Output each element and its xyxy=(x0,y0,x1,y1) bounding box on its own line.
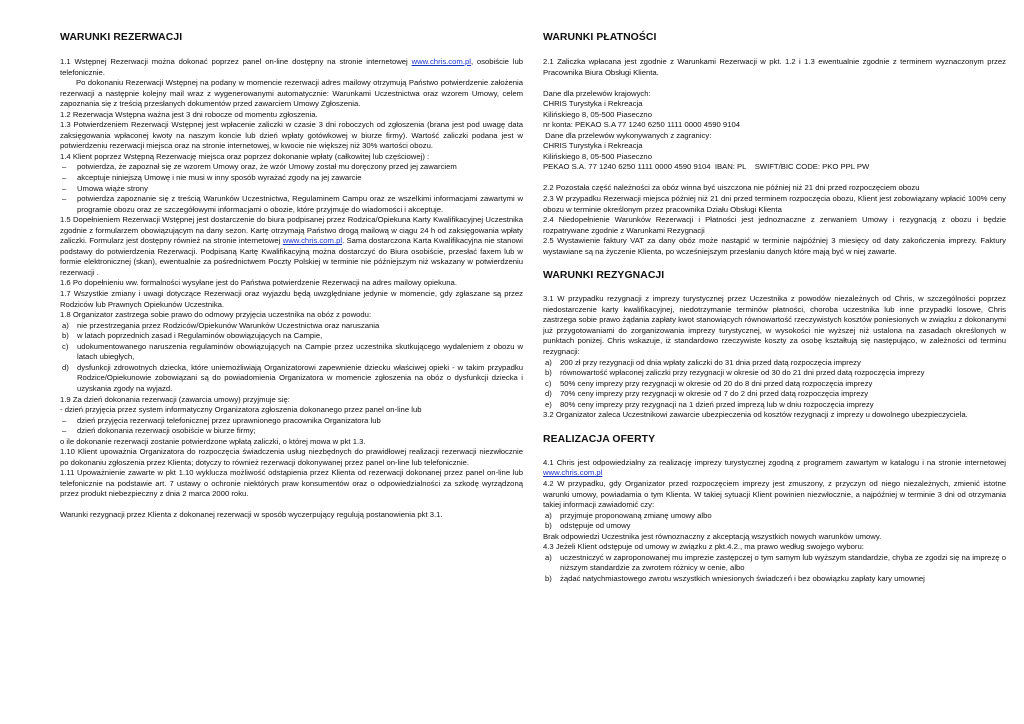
list-item: – dzień przyjęcia rezerwacji telefonicznej przez uprawnionego pracownika Organizatora lub xyxy=(62,415,381,425)
heading-resignation: WARUNKI REZYGNACJI xyxy=(543,270,665,282)
list-item: a) przyjmuje proponowaną zmianę umowy albo xyxy=(545,510,712,520)
para-1-3: 1.3 Potwierdzeniem Rezerwacji Wstępnej jest wpłacenie zaliczki w czasie 3 dni roboczych od zgłoszenia (brana jest pod uwagę data zaksięgowania wpłaconej kwoty na naszym koncie lub dzień wpłaty gotówkowej w biurze firmy). Wartość zaliczki podana jest w potwierdzeniu rezerwacji miejsca oraz na stronie internetowej, w kwocie nie większej niż 30% wartości obozu. xyxy=(60,120,523,151)
list-item: a) uczestniczyć w zaproponowanej mu imprezie zastępczej o tym samym lub wyższym standardzie, chyba ze zgodzi się na imprezę o niższym standardzie za zwrotem różnicy w cenie, albo xyxy=(545,552,1006,573)
para-1-5: 1.5 Dopełnieniem Rezerwacji Wstępnej jest dostarczenie do biura podpisanej przez Rodzica/Opiekuna Karty Kwalifikacyjnej Uczestnika zgodnie z formularzem obowiązującym na dany sezon. Kartę otrzymają Państwo drogą mailową w ciągu 24 h od zaksięgowania wpłaty zaliczki. Formularz jest dostępny również na stronie internetowej www.chris.com.pl. Sama dostarczona Karta Kwalifikacyjna nie stanowi podstawy do potwierdzenia Rezerwacji. Podpisaną Kartę Kwalifikacyjną można dostarczyć do Biura osobiście, przesłać faxem lub w formie elektronicznej (skan), ewentualnie za pośrednictwem Poczty Polskiej w terminie nie późniejszym niż wskazany w potwierdzeniu rezerwacji . xyxy=(60,215,523,277)
list-1-4 xyxy=(61,162,523,215)
list-item: – Umowa wiąże strony xyxy=(62,183,148,193)
list-item: e) 80% ceny imprezy przy rezygnacji na 1 dzień przed imprezą lub w dniu rozpoczęcia imprezy xyxy=(545,399,874,409)
para-1-6: 1.6 Po dopełnieniu ww. formalności wysyłane jest do Państwa potwierdzenie Rezerwacji na adres mailowy opiekuna. xyxy=(60,278,457,288)
right-column xyxy=(543,32,1006,584)
list-3-1 xyxy=(544,358,1006,411)
list-item: a) 200 zł przy rezygnacji od dnia wpłaty zaliczki do 31 dnia przed datą rozpoczęcia imprezy xyxy=(545,357,861,367)
para-2-1: 2.1 Zaliczka wpłacana jest zgodnie z Warunkami Rezerwacji w pkt. 1.2 i 1.3 ewentualnie zgodnie z terminem wyznaczonym przez Pracownika Biura Obsługi Klienta. xyxy=(543,57,1006,77)
para-1-8: 1.8 Organizator zastrzega sobie prawo do odmowy przyjęcia uczestnika na obóz z powodu: xyxy=(60,310,372,320)
list-item: b) odstępuje od umowy xyxy=(545,521,631,531)
para-2-2: 2.2 Pozostała część należności za obóz winna być uiszczona nie później niż 21 dni przed rozpoczęciem obozu xyxy=(543,183,920,193)
para-2-4: 2.4 Niedopełnienie Warunków Rezerwacji i Płatności jest jednoznaczne z zerwaniem Umowy i rezygnacją z obozu i będzie rozpatrywane zgodnie z Warunkami Rezygnacji xyxy=(543,215,1006,235)
para-1-7: 1.7 Wszystkie zmiany i uwagi dotyczące Rezerwacji oraz wyjazdu będą uwzględniane jedynie w momencie, gdy zgłaszane są przez Rodziców lub Prawnych Opiekunów Uczestnika. xyxy=(60,289,523,309)
bank-line: CHRIS Turystyka i Rekreacja xyxy=(543,141,643,151)
para-4-3: 4.3 Jeżeli Klient odstępuje od umowy w związku z pkt.4.2., ma prawo według swojego wyboru: xyxy=(543,542,864,552)
para-2-5: 2.5 Wystawienie faktury VAT za dany obóz może nastąpić w terminie najpóźniej 3 miesięcy od daty zakończenia imprezy. Faktury wystawiane są na życzenie Klienta, po wcześniejszym przesłaniu danych które mają być w niej zawarte. xyxy=(543,236,1006,256)
list-4-3 xyxy=(544,553,1006,585)
heading-reservation: WARUNKI REZERWACJI xyxy=(60,32,183,43)
bank-line: Dane dla przelewów krajowych: xyxy=(543,88,651,98)
para-1-9-online: - dzień przyjęcia przez system informatyczny Organizatora zgłoszenia dokonanego przez panel on-line lub xyxy=(60,405,422,415)
list-item: c) 50% ceny imprezy przy rezygnacji w okresie od 20 do 8 dni przed datą rozpoczęcia imprezy xyxy=(545,378,873,388)
website-link-2[interactable]: www.chris.com.pl xyxy=(282,236,343,246)
bank-line: Kilińskiego 8, 05-500 Piaseczno xyxy=(543,151,652,161)
para-3-2: 3.2 Organizator zaleca Uczestnikowi zawarcie ubezpieczenia od kosztów rezygnacji z imprezy u dowolnego ubezpieczyciela. xyxy=(543,410,968,420)
para-1-2: 1.2 Rezerwacja Wstępna ważna jest 3 dni robocze od momentu zgłoszenia. xyxy=(60,109,318,119)
list-item: – potwierdza zapoznanie się z treścią Warunków Uczestnictwa, Regulaminem Campu oraz ze wszelkimi informacjami zawartymi w programie obozu oraz ze szczegółowymi informacjami o obozie, które przyjmuje do wiadomości i akceptuje. xyxy=(62,194,523,214)
para-3-1: 3.1 W przypadku rezygnacji z imprezy turystycznej przez Uczestnika z powodów niezależnych od Chris, w szczególności poprzez niedostarczenie karty kwalifikacyjnej, niedotrzymanie terminów płatności, choroba uczestnika lub inne przypadki losowe, Chris zastrzega sobie prawo żądania zapłaty kwot stanowiących równowartość rzeczywistych kosztów poniesionych w związku z dokonanymi już przygotowaniami do zorganizowania imprezy turystycznej, w wysokości nie wyższej niż ustalona na zasadach określonych w punktach poniżej. Chris wskazuje, iż standardowo rzeczywiste koszty za osobę kształtują się następująco, w zależności od terminu rezygnacji: xyxy=(543,294,1006,357)
bank-line: nr konta: PEKAO S.A 77 1240 6250 1111 0000 4590 9104 xyxy=(543,120,741,130)
para-4-1: 4.1 Chris jest odpowiedzialny za realizację imprezy turystycznej zgodną z programem zawartym w katalogu i na stronie internetowej www.chris.com.pl xyxy=(543,457,1006,478)
list-1-8 xyxy=(61,321,523,395)
list-1-9 xyxy=(61,416,523,437)
para-1-9: 1.9 Za dzień dokonania rezerwacji (zawarcia umowy) przyjmuje się: xyxy=(60,394,290,404)
para-1-10: 1.10 Klient upoważnia Organizatora do rozpoczęcia świadczenia usług niezbędnych do prawidłowej realizacji rezerwacji niezwłocznie po dokonaniu zgłoszenia przez Klienta; dotyczy to również rezerwacji dokonywanej przez panel on-line lub telefonicznie. xyxy=(60,447,523,467)
list-item: d) 70% ceny imprezy przy rezygnacji w okresie od 7 do 2 dni przed datą rozpoczęcia imprezy xyxy=(545,389,869,399)
para-1-11: 1.11 Upoważnienie zawarte w pkt 1.10 wyklucza możliwość odstąpienia przez Klienta od rezerwacji dokonanej przez panel on-line lub telefonicznie na podstawie art. 7 ustawy o ochronie niektórych praw konsumentów oraz o odpowiedzialności za szkodę wyrządzoną przez produkt niebezpieczny z dnia 2 marca 2000 roku. xyxy=(60,468,523,499)
list-item: b) równowartość wpłaconej zaliczki przy rezygnacji w okresie od 30 do 21 dni przed datą rozpoczęcia imprezy xyxy=(545,368,925,378)
list-item: a) nie przestrzegania przez Rodziców/Opiekunów Warunków Uczestnictwa oraz naruszania xyxy=(62,320,380,330)
list-item: b) w latach poprzednich zasad i Regulaminów obowiązujących na Campie, xyxy=(62,331,323,341)
bank-line: Kilińskiego 8, 05-500 Piaseczno xyxy=(543,109,652,119)
para-2-3: 2.3 W przypadku Rezerwacji miejsca później niż 21 dni przed terminem rozpoczęcia obozu, Klient jest zobowiązany wpłacić 100% ceny obozu w terminie określonym przez pracownika Działu Obsługi Klienta xyxy=(543,194,1006,214)
website-link[interactable]: www.chris.com.pl xyxy=(411,57,471,66)
heading-payment: WARUNKI PŁATNOŚCI xyxy=(543,32,657,43)
bank-line: Dane dla przelewów wykonywanych z zagranicy: xyxy=(543,130,712,140)
website-link-3[interactable]: www.chris.com.pl xyxy=(543,468,603,478)
left-column xyxy=(60,32,523,521)
list-item: c) udokumentowanego naruszenia regulaminów obowiązujących na Campie przez uczestnika skutkującego wydaleniem z obozu w latach ubiegłych, xyxy=(62,341,523,362)
list-4-2 xyxy=(544,511,1006,532)
list-item: – akceptuje niniejszą Umowę i nie musi w inny sposób wyrażać zgody na jej zawarcie xyxy=(62,173,362,183)
para-1-1: 1.1 Wstępnej Rezerwacji można dokonać poprzez panel on-line dostępny na stronie internetowej www.chris.com.pl, osobiście lub telefonicznie. xyxy=(60,57,523,77)
para-4-2-note: Brak odpowiedzi Uczestnika jest równoznaczny z akceptacją wszystkich nowych warunków umowy. xyxy=(543,531,882,541)
para-1-1-continued: Po dokonaniu Rezerwacji Wstępnej na podany w momencie rezerwacji adres mailowy otrzymują Państwo potwierdzenie założenia rezerwacji a następnie kolejny mail wraz z wygenerowanymi automatycznie: Warunkami Uczestnictwa oraz wzorem Umowy, celem zapoznania się z treścią przesłanych dokumentów przed zawarciem Umowy Zgłoszenia. xyxy=(60,78,523,109)
list-item: d) dysfunkcji zdrowotnych dziecka, które uniemożliwiają Organizatorowi zapewnienie dziecku właściwej opieki - w takim przypadku Rodzice/Opiekunowie zobowiązani są do powiadomienia Organizatora w momencie zgłoszenia na obóz o dysfunkcji dziecka i uzyskania zgody na wyjazd. xyxy=(62,362,523,393)
para-1-9-condition: o ile dokonanie rezerwacji zostanie potwierdzone wpłatą zaliczki, o której mowa w pkt 1.3. xyxy=(60,436,366,446)
heading-realization: REALIZACJA OFERTY xyxy=(543,433,656,445)
para-4-2: 4.2 W przypadku, gdy Organizator przed rozpoczęciem imprezy jest zmuszony, z przyczyn od niego niezależnych, zmienić istotne warunki umowy, powiadamia o tym Klienta. W takiej sytuacji Klient powinien niezwłocznie, a najpóźniej w terminie 3 dni od otrzymania takiej informacji zawiadomić czy: xyxy=(543,478,1006,510)
para-final: Warunki rezygnacji przez Klienta z dokonanej rezerwacji w sposób wyczerpujący regulują postanowienia pkt 3.1. xyxy=(60,510,443,520)
bank-line: CHRIS Turystyka i Rekreacja xyxy=(543,99,643,109)
bank-line: PEKAO S.A. 77 1240 6250 1111 0000 4590 9104 IBAN: PL SWIFT/BIC CODE: PKO PPL PW xyxy=(543,162,870,172)
list-item: b) żądać natychmiastowego zwrotu wszystkich wniesionych świadczeń i bez obowiązku zapłaty kary umownej xyxy=(545,573,925,583)
list-item: – dzień dokonania rezerwacji osobiście w biurze firmy; xyxy=(62,426,256,436)
para-1-4: 1.4 Klient poprzez Wstępną Rezerwację miejsca oraz poprzez dokonanie wpłaty (całkowitej lub częściowej) : xyxy=(60,151,430,161)
list-item: – potwierdza, że zapoznał się ze wzorem Umowy oraz, że wzór Umowy został mu doręczony przed jej zawarciem xyxy=(62,162,457,172)
